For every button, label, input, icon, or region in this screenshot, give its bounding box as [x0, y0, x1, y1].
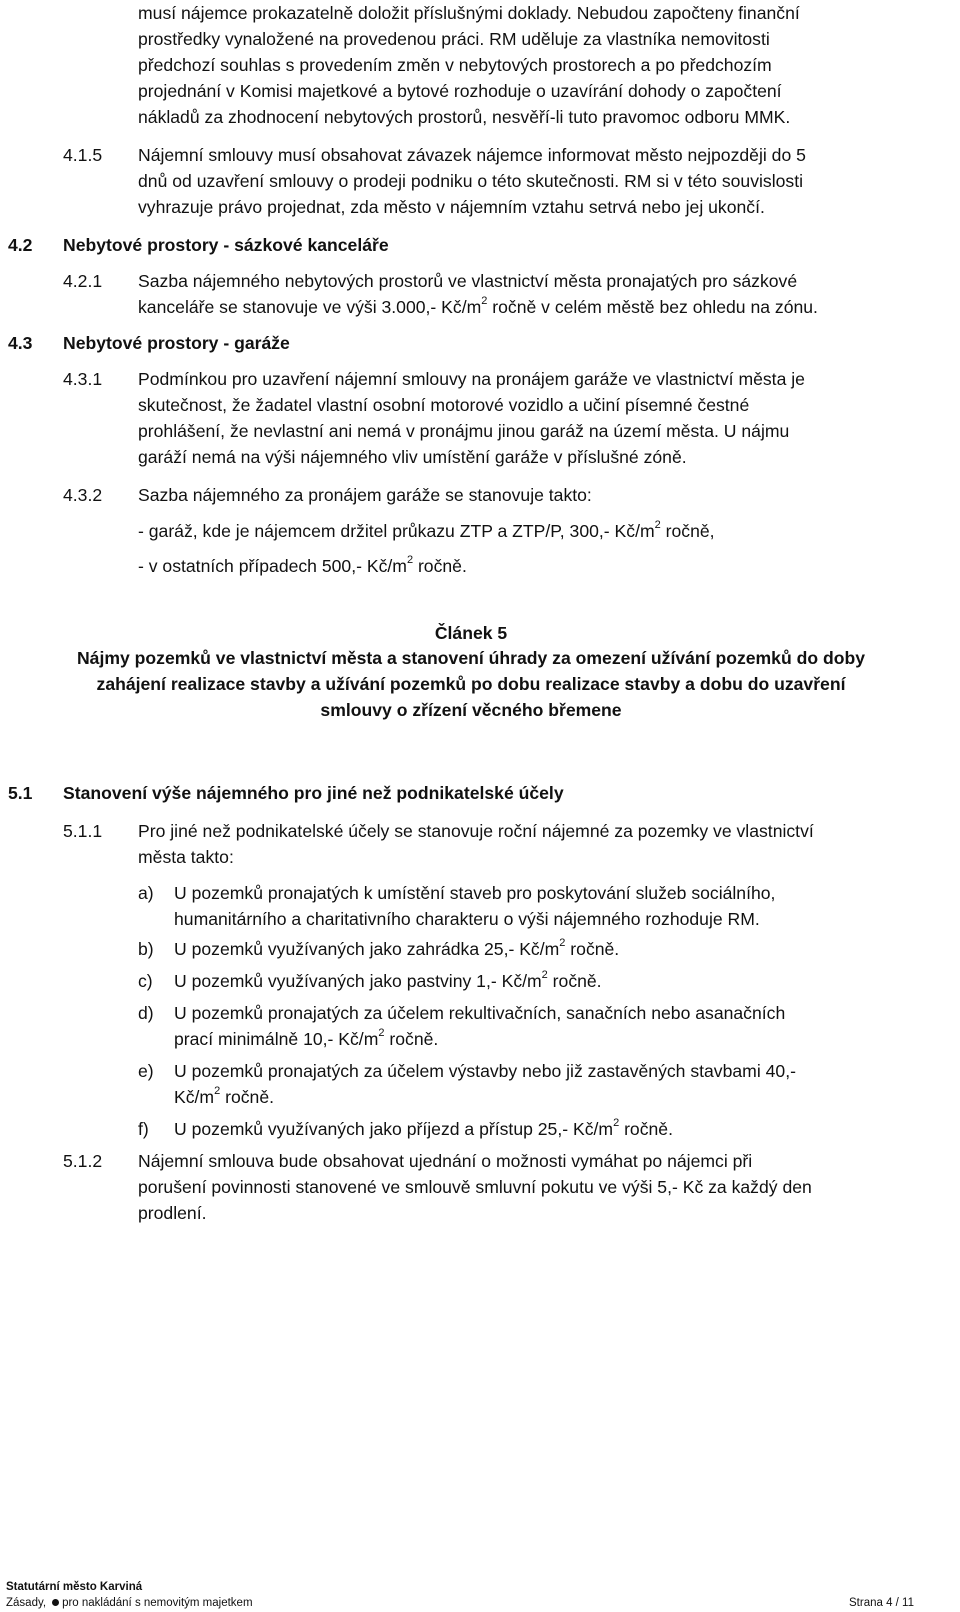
text-line: dnů od uzavření smlouvy o prodeji podniku o této skutečnosti. RM si v této souvislosti: [138, 171, 803, 191]
rate-item: - garáž, kde je nájemcem držitel průkazu ZTP a ZTP/P, 300,- $Kč/m^2$ ročně,: [138, 519, 715, 541]
list-item-line: $Kč/m^2$ ročně.: [174, 1085, 274, 1107]
list-item-line: U pozemků pronajatých za účelem rekultivačních, sanačních nebo asanačních: [174, 1003, 786, 1023]
list-item-line: prací minimálně 10,- $Kč/m^2$ ročně.: [174, 1027, 439, 1049]
text-line: garáží nemá na výši nájemného vliv umístění garáže v příslušné zóně.: [138, 447, 687, 467]
section-number: 4.2: [8, 235, 33, 255]
text-line: Sazba nájemného za pronájem garáže se stanovuje takto:: [138, 485, 592, 505]
list-label: e): [138, 1061, 154, 1081]
clause-number: 4.2.1: [63, 271, 103, 291]
list-item-line: U pozemků pronajatých za účelem výstavby nebo již zastavěných stavbami 40,-: [174, 1061, 796, 1081]
article-title: Článek 5: [434, 623, 508, 643]
list-label: c): [138, 971, 153, 991]
article-subtitle-line: zahájení realizace stavby a užívání pozemků po dobu realizace stavby a dobu do uzavření: [96, 674, 846, 694]
text-line: prohlášení, že nevlastní ani nemá v pronájmu jinou garáž na území města. U nájmu: [138, 421, 790, 441]
text-line: vyhrazuje právo projednat, zda město v nájemním vztahu setrvá nebo jej ukončí.: [138, 197, 765, 217]
text-line: Sazba nájemného nebytových prostorů ve vlastnictví města pronajatých pro sázkové: [138, 271, 798, 291]
text-line: nákladů za zhodnocení nebytových prostorů, nesvěří-li tuto pravomoc odboru MMK.: [138, 107, 791, 127]
clause-number: 4.1.5: [63, 145, 103, 165]
text-line: prodlení.: [138, 1203, 207, 1223]
list-label: f): [138, 1119, 149, 1139]
article-subtitle-line: smlouvy o zřízení věcného břemene: [320, 700, 622, 720]
list-label: a): [138, 883, 154, 903]
list-label: d): [138, 1003, 154, 1023]
section-heading: Nebytové prostory - sázkové kanceláře: [63, 235, 389, 255]
article-subtitle-line: Nájmy pozemků ve vlastnictví města a stanovení úhrady za omezení užívání pozemků do doby: [76, 648, 866, 668]
clause-number: 5.1.2: [63, 1151, 103, 1171]
section-heading: Nebytové prostory - garáže: [63, 333, 290, 353]
section-heading: Stanovení výše nájemného pro jiné než podnikatelské účely: [63, 783, 564, 803]
text-line: kanceláře se stanovuje ve výši 3.000,- $Kč/m^2$ ročně v celém městě bez ohledu na zónu.: [138, 295, 818, 317]
text-line: Nájemní smlouvy musí obsahovat závazek nájemce informovat město nejpozději do 5: [138, 145, 806, 165]
section-number: 4.3: [8, 333, 33, 353]
footer-document-title: Zásady, pro nakládání s nemovitým majetkem: [6, 1597, 253, 1609]
text-line: projednání v Komisi majetkové a bytové rozhoduje o uzavírání dohody o započtení: [138, 81, 782, 101]
list-item-line: humanitárního a charitativního charakteru o výši nájemného rozhoduje RM.: [174, 909, 760, 929]
list-item-line: U pozemků využívaných jako pastviny 1,- $Kč/m^2$ ročně.: [174, 969, 602, 991]
text-line: předchozí souhlas s provedením změn v nebytových prostorech a po předchozím: [138, 55, 772, 75]
list-label: b): [138, 939, 154, 959]
text-line: Pro jiné než podnikatelské účely se stanovuje roční nájemné za pozemky ve vlastnictví: [138, 821, 814, 841]
clause-number: 4.3.2: [63, 485, 103, 505]
bullet-icon: [52, 1599, 59, 1606]
clause-number: 5.1.1: [63, 821, 103, 841]
rate-item: - v ostatních případech 500,- $Kč/m^2$ ročně.: [138, 554, 467, 576]
section-number: 5.1: [8, 783, 33, 803]
clause-number: 4.3.1: [63, 369, 103, 389]
text-line: prostředky vynaložené na provedenou práci. RM uděluje za vlastníka nemovitosti: [138, 29, 770, 49]
footer-organization: Statutární město Karviná: [6, 1581, 143, 1593]
list-item-line: U pozemků využívaných jako příjezd a přístup 25,- $Kč/m^2$ ročně.: [174, 1117, 673, 1139]
footer-page-number: Strana 4 / 11: [849, 1597, 914, 1609]
list-item-line: U pozemků pronajatých k umístění staveb pro poskytování služeb sociálního,: [174, 883, 776, 903]
text-line: musí nájemce prokazatelně doložit příslušnými doklady. Nebudou započteny finanční: [138, 3, 800, 23]
text-line: skutečnost, že žadatel vlastní osobní motorové vozidlo a učiní písemné čestné: [138, 395, 750, 415]
text-line: města takto:: [138, 847, 234, 867]
text-line: Podmínkou pro uzavření nájemní smlouvy na pronájem garáže ve vlastnictví města je: [138, 369, 805, 389]
list-item-line: U pozemků využívaných jako zahrádka 25,- $Kč/m^2$ ročně.: [174, 937, 620, 959]
text-line: porušení povinnosti stanovené ve smlouvě smluvní pokutu ve výši 5,- Kč za každý den: [138, 1177, 812, 1197]
text-line: Nájemní smlouva bude obsahovat ujednání o možnosti vymáhat po nájemci při: [138, 1151, 753, 1171]
